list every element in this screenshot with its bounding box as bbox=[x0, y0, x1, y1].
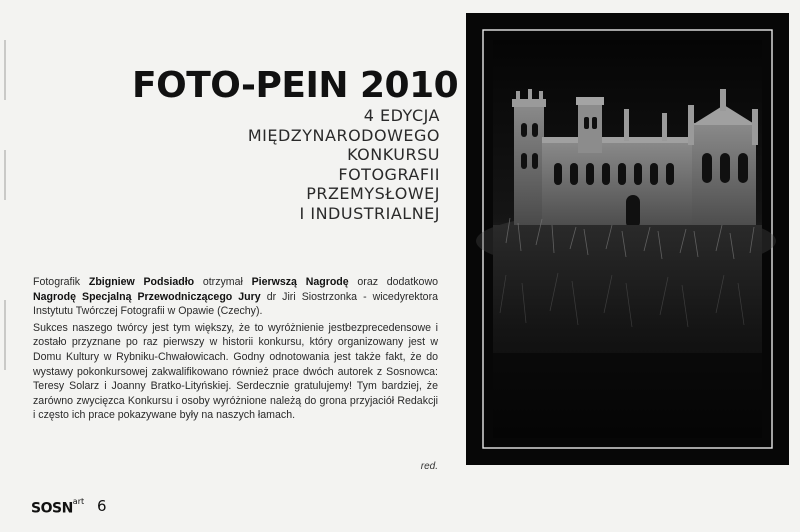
subtitle-line: 4 EDYCJA bbox=[363, 106, 440, 125]
text-run: Fotografik bbox=[33, 276, 89, 288]
author-signoff: red. bbox=[420, 461, 438, 472]
text-run: otrzymał bbox=[194, 276, 252, 288]
text-run: oraz dodatkowo bbox=[348, 276, 438, 288]
margin-marks bbox=[0, 0, 30, 532]
subtitle-line: I INDUSTRIALNEJ bbox=[299, 203, 440, 223]
logo-suffix: art bbox=[72, 497, 85, 506]
subtitle bbox=[150, 106, 440, 223]
text-run: dr Jiri Siostrzonka - wicedyrektora Instytutu Twórczej Fotografii w Opawie (Czechy). bbox=[33, 290, 438, 318]
article-body bbox=[33, 275, 438, 425]
photo-frame bbox=[466, 13, 789, 465]
subtitle-line: PRZEMYSŁOWEJ bbox=[306, 184, 440, 203]
article-paragraph-2: Sukces naszego twórcy jest tym większy, że to wyróżnienie jestbezprecedensowe i zostało przyznane po raz pierwszy w historii konkursu, który organizowany jest w Domu Kultury w Rybniku-Chwałowicach. Godny odnotowania jest także fakt, że do wystawy pokonkursowej zakwalifikowano również prace dwóch autorek z Sosnowca: Teresy Solarz i Joanny Bratko-Lityńskiej. Serdecznie gratulujemy! Tym bardziej, że zarówno zwycięzca Konkursu i osoby wyróżnione należą do grona przyjaciół Redakcji i często ich prace pokazywane były na naszych łamach. bbox=[33, 321, 438, 422]
logo-text: SOSN bbox=[31, 500, 73, 517]
article-paragraph-1 bbox=[33, 275, 438, 319]
page-title: FOTO-PEIN 2010 bbox=[132, 65, 459, 106]
subtitle-line: FOTOGRAFII bbox=[338, 164, 440, 184]
industrial-ruin-photo bbox=[466, 13, 789, 465]
magazine-logo bbox=[31, 497, 85, 517]
award-special-prize: Nagrodę Specjalną Przewodniczącego Jury bbox=[33, 290, 261, 303]
subtitle-line: KONKURSU bbox=[347, 145, 440, 164]
award-first-prize: Pierwszą Nagrodę bbox=[251, 276, 349, 288]
subtitle-line: MIĘDZYNARODOWEGO bbox=[247, 125, 440, 145]
photographer-name: Zbigniew Podsiadło bbox=[88, 276, 195, 288]
page-number: 6 bbox=[97, 497, 107, 515]
